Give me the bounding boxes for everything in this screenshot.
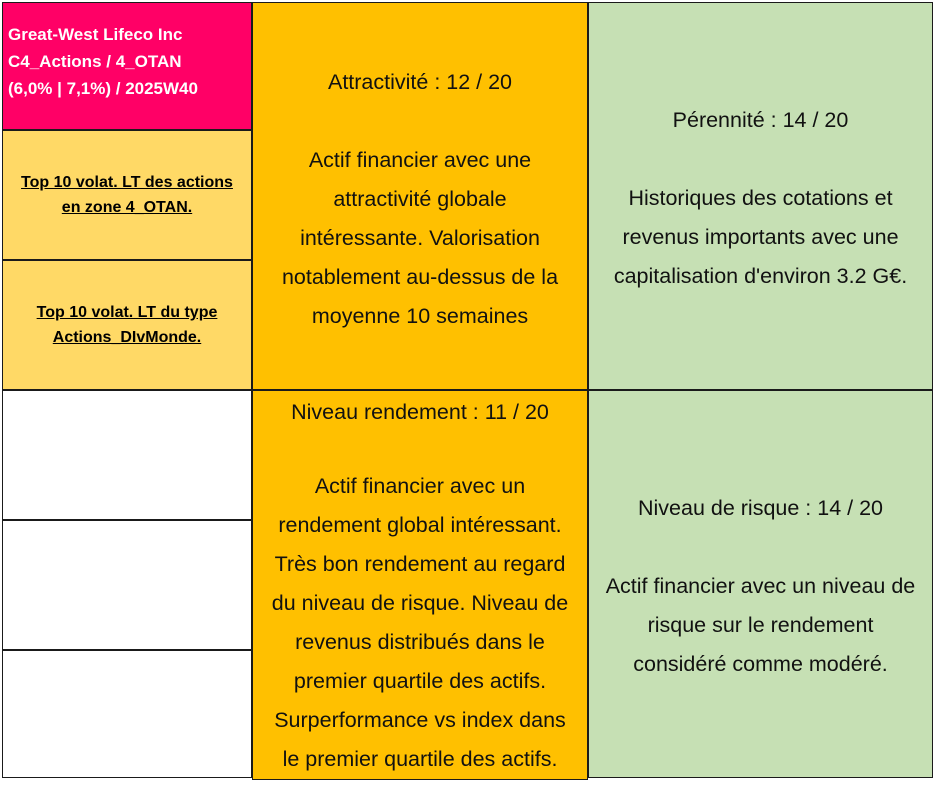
empty-cell: [2, 650, 252, 778]
attractivite-line: Actif financier avec une: [308, 148, 532, 172]
rendement-line: rendement global intéressant.: [278, 513, 562, 537]
attractivite-line: notablement au-dessus de la: [281, 265, 559, 289]
rendement-line: Très bon rendement au regard: [274, 552, 566, 576]
risque-line: considéré comme modéré.: [633, 652, 888, 676]
asset-yield-week: (6,0% | 7,1%) / 2025W40: [8, 79, 198, 98]
rendement-line: premier quartile des actifs.: [293, 669, 547, 693]
perennite-cell: [588, 2, 933, 390]
note2-line2: Actions_DIvMonde.: [52, 329, 202, 346]
perennite-line: Historiques des cotations et: [628, 186, 893, 210]
empty-cell: [2, 390, 252, 520]
asset-name: Great-West Lifeco Inc: [8, 25, 183, 44]
attractivite-line: moyenne 10 semaines: [311, 304, 529, 328]
note2-line1: Top 10 volat. LT du type: [36, 304, 218, 321]
note-volat-zone: [2, 130, 252, 260]
attractivite-title: Attractivité : 12 / 20: [327, 70, 513, 94]
perennite-line: capitalisation d'environ 3.2 G€.: [613, 264, 908, 288]
perennite-title: Pérennité : 14 / 20: [672, 108, 849, 132]
rendement-title: Niveau rendement : 11 / 20: [291, 400, 549, 424]
rendement-line: du niveau de risque. Niveau de: [271, 591, 569, 615]
attractivite-cell: [252, 2, 588, 390]
rendement-cell: [252, 390, 588, 780]
risque-cell: [588, 390, 933, 778]
rendement-line: Surperformance vs index dans: [274, 708, 566, 732]
rendement-line: le premier quartile des actifs.: [282, 747, 558, 771]
note1-line2: en zone 4_OTAN.: [61, 199, 193, 216]
empty-cell: [2, 520, 252, 650]
risque-line: risque sur le rendement: [647, 613, 874, 637]
rendement-line: Actif financier avec un: [314, 474, 526, 498]
asset-category: C4_Actions / 4_OTAN: [8, 52, 182, 71]
risque-title: Niveau de risque : 14 / 20: [637, 496, 883, 520]
note1-line1: Top 10 volat. LT des actions: [21, 174, 233, 191]
perennite-line: revenus importants avec une: [622, 225, 899, 249]
attractivite-line: attractivité globale: [333, 187, 507, 211]
attractivite-line: intéressante. Valorisation: [300, 226, 540, 250]
rendement-line: revenus distribués dans le: [295, 630, 545, 654]
risque-line: Actif financier avec un niveau de: [605, 574, 916, 598]
note-volat-type: [2, 260, 252, 390]
asset-title-cell: [2, 2, 252, 130]
